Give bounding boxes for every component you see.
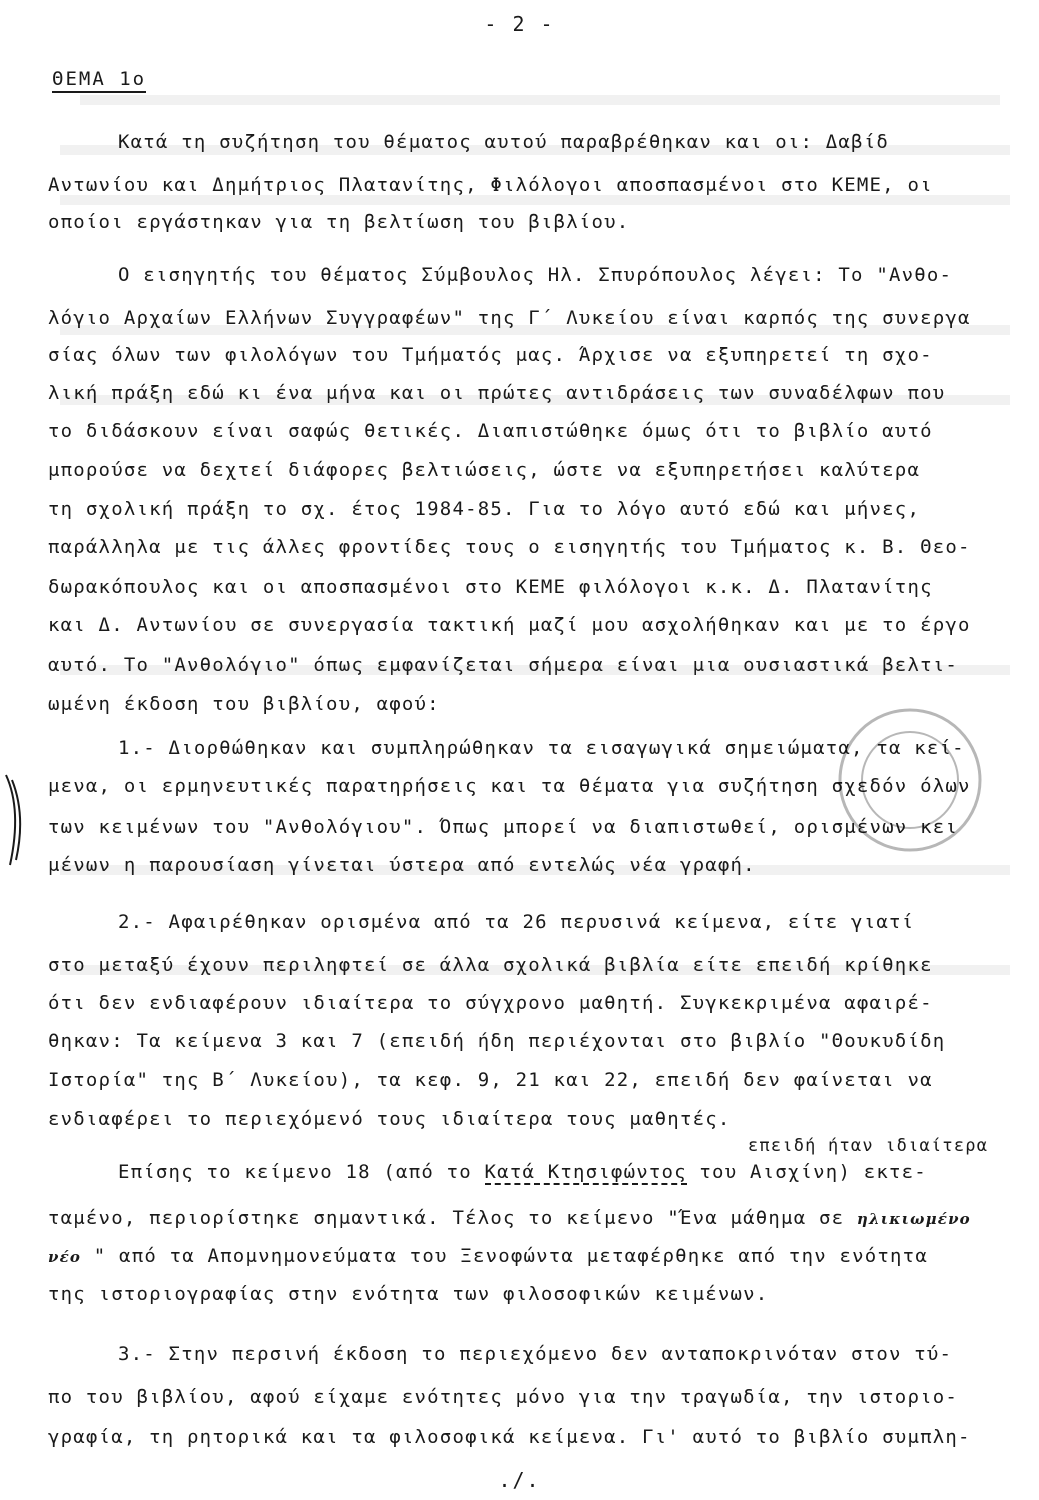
text-line: το διδάσκουν είναι σαφώς θετικές. Διαπιστώθηκε όμως ότι το βιβλίο αυτό	[48, 420, 933, 442]
text-segment: του Αισχίνη) εκτε-	[699, 1161, 927, 1183]
text-line: λική πράξη εδώ κι ένα μήνα και οι πρώτες αντιδράσεις των συναδέλφων που	[48, 382, 946, 404]
text-line: ότι δεν ενδιαφέρουν ιδιαίτερα το σύγχρονο μαθητή. Συγκεκριμένα αφαιρέ-	[48, 992, 933, 1014]
text-line: ενδιαφέρει το περιεχόμενό τους ιδιαίτερα τους μαθητές.	[48, 1108, 731, 1130]
text-line: πο του βιβλίου, αφού είχαμε ενότητες μόνο για την τραγωδία, την ιστοριο-	[48, 1386, 959, 1408]
text-line: της ιστοριογραφίας στην ενότητα των φιλοσοφικών κειμένων.	[48, 1283, 769, 1305]
text-line: μενα, οι ερμηνευτικές παρατηρήσεις και τα θέματα για συζήτηση σχεδόν όλων	[48, 775, 971, 797]
text-line-with-handwriting	[48, 1247, 928, 1266]
text-line: Αντωνίου και Δημήτριος Πλατανίτης, Φιλόλογοι αποσπασμένοι στο ΚΕΜΕ, οι	[48, 174, 933, 196]
text-segment: " από τα Απομνημονεύματα του Ξενοφώντα μεταφέρθηκε από την ενότητα	[93, 1245, 928, 1267]
section-heading: ΘΕΜΑ 1ο	[52, 68, 146, 93]
text-segment: Επίσης το κείμενο 18 (από το	[118, 1161, 472, 1183]
text-line: μένων η παρουσίαση γίνεται ύστερα από εντελώς νέα γραφή.	[48, 854, 756, 876]
text-line: των κειμένων του "Ανθολόγιου". Όπως μπορεί να διαπιστωθεί, ορισμένων κει	[48, 816, 959, 838]
text-line: ωμένη έκδοση του βιβλίου, αφού:	[48, 693, 440, 715]
page-number: - 2 -	[484, 12, 555, 36]
text-line: 1.- Διορθώθηκαν και συμπληρώθηκαν τα εισαγωγικά σημειώματα, τα κεί-	[118, 737, 965, 759]
text-line: 2.- Αφαιρέθηκαν ορισμένα από τα 26 περυσινά κείμενα, είτε γιατί	[118, 911, 915, 933]
continuation-mark: ./.	[498, 1468, 541, 1492]
text-line: αυτό. Το "Ανθολόγιο" όπως εμφανίζεται σήμερα είναι μια ουσιαστικά βελτι-	[48, 654, 959, 676]
text-line: 3.- Στην περσινή έκδοση το περιεχόμενο δεν ανταποκρινόταν στον τύ-	[118, 1343, 953, 1365]
text-line: και Δ. Αντωνίου σε συνεργασία τακτική μαζί μου ασχολήθηκαν και με το έργο	[48, 614, 971, 636]
text-line: σίας όλων των φιλολόγων του Τμήματός μας. Άρχισε να εξυπηρετεί τη σχο-	[48, 344, 933, 366]
text-line: δωρακόπουλος και οι αποσπασμένοι στο ΚΕΜΕ φιλόλογοι κ.κ. Δ. Πλατανίτης	[48, 576, 933, 598]
text-line: παράλληλα με τις άλλες φροντίδες τους ο εισηγητής του Τμήματος κ. Β. Θεο-	[48, 536, 971, 558]
margin-bracket-mark	[4, 770, 26, 870]
text-line: οποίοι εργάστηκαν για τη βελτίωση του βιβλίου.	[48, 211, 630, 233]
text-line: λόγιο Αρχαίων Ελλήνων Συγγραφέων" της Γ΄ Λυκείου είναι καρπός της συνεργα	[48, 307, 971, 329]
text-line: θηκαν: Τα κείμενα 3 και 7 (επειδή ήδη περιέχονται στο βιβλίο "Θουκυδίδη	[48, 1030, 946, 1052]
round-stamp	[835, 705, 985, 855]
handwritten-word: ηλικιωμένο	[856, 1210, 971, 1228]
text-line: τη σχολική πράξη το σχ. έτος 1984-85. Για το λόγο αυτό εδώ και μήνες,	[48, 498, 921, 520]
text-line-with-title	[118, 1163, 927, 1182]
text-line-with-handwriting	[48, 1209, 971, 1228]
text-line: μπορούσε να δεχτεί διάφορες βελτιώσεις, ώστε να εξυπηρετήσει καλύτερα	[48, 459, 921, 481]
text-line: γραφία, τη ρητορικά και τα φιλοσοφικά κείμενα. Γι' αυτό το βιβλίο συμπλη-	[48, 1426, 971, 1448]
underlined-title: Κατά Κτησιφώντος	[484, 1161, 687, 1183]
text-line: Ιστορία" της Β΄ Λυκείου), τα κεφ. 9, 21 και 22, επειδή δεν φαίνεται να	[48, 1069, 933, 1091]
text-line: Κατά τη συζήτηση του θέματος αυτού παραβρέθηκαν και οι: Δαβίδ	[118, 131, 889, 153]
text-line: Ο εισηγητής του θέματος Σύμβουλος Ηλ. Σπυρόπουλος λέγει: Το "Ανθο-	[118, 264, 953, 286]
insertion-note: επειδή ήταν ιδιαίτερα	[748, 1136, 989, 1156]
handwritten-word: νέο	[48, 1248, 82, 1266]
text-segment: ταμένο, περιορίστηκε σημαντικά. Τέλος το κείμενο "Ένα μάθημα σε	[48, 1207, 845, 1229]
text-line: στο μεταξύ έχουν περιληφτεί σε άλλα σχολικά βιβλία είτε επειδή κρίθηκε	[48, 954, 933, 976]
